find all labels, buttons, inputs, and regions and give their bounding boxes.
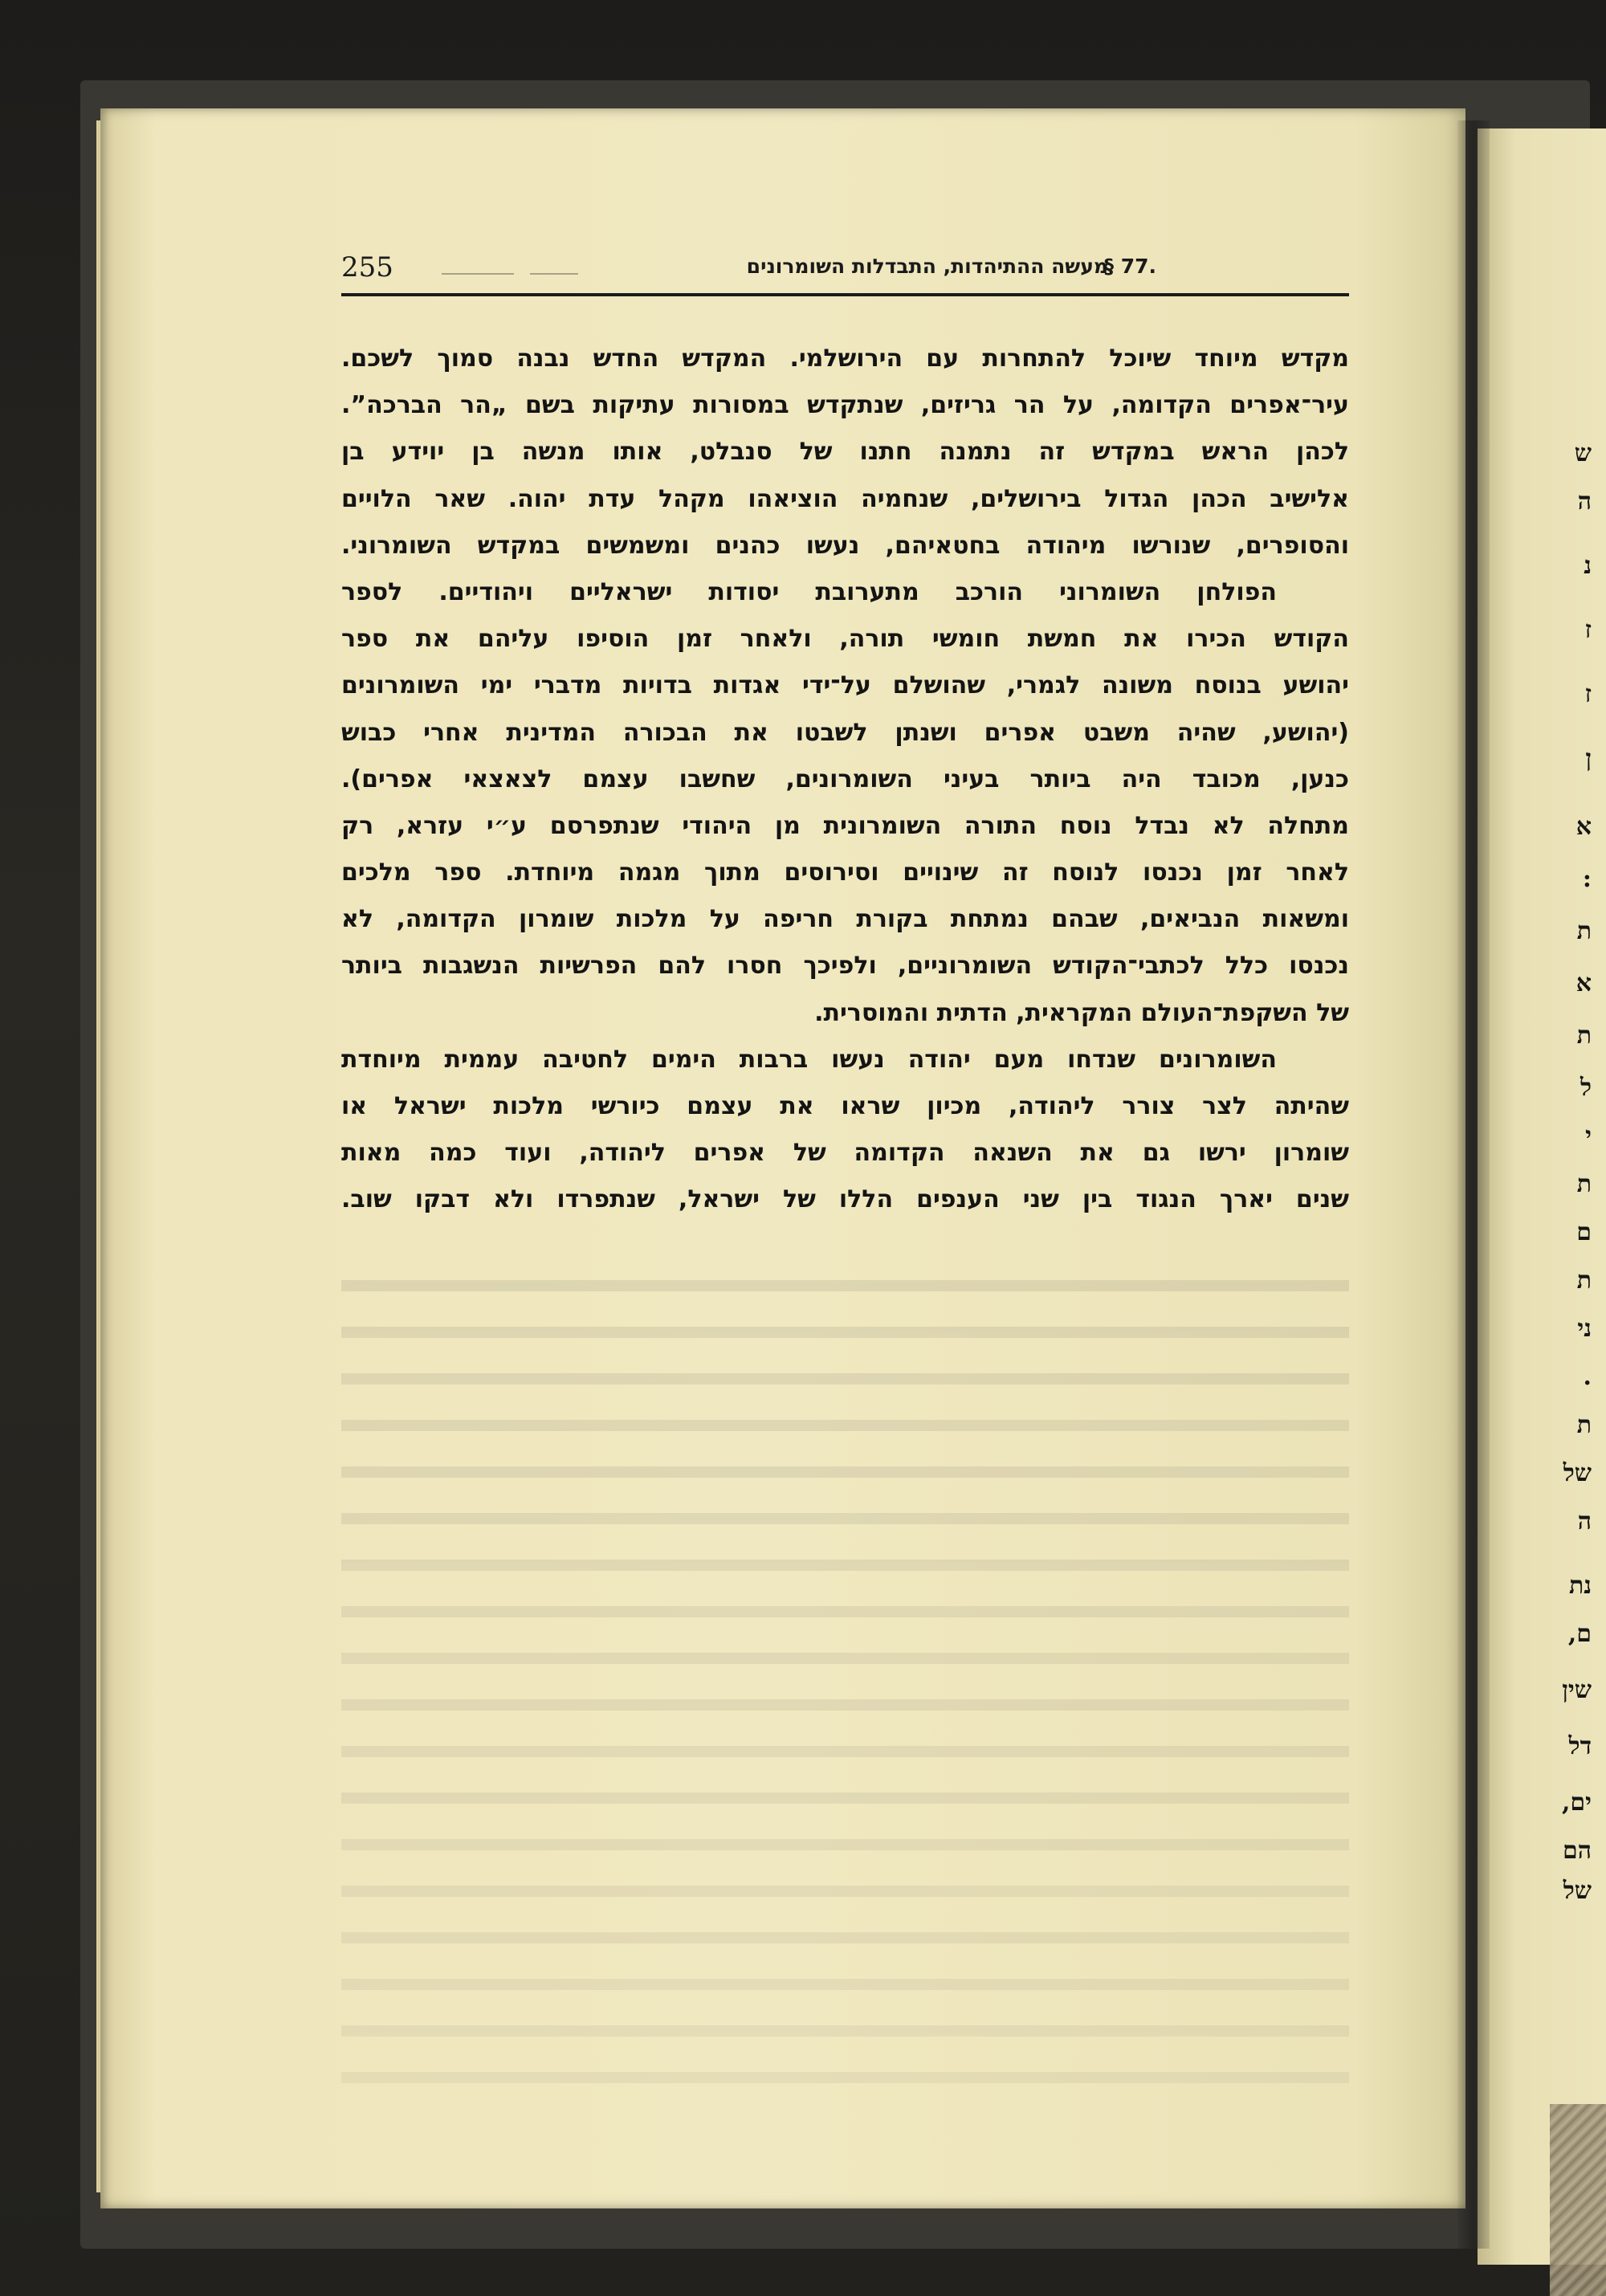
facing-page-fragment: ני	[1577, 1315, 1592, 1343]
text-line: יהושע בנוסח משונה לגמרי, שהושלם על־ידי אגדות בדויות מדברי ימי השומרונים	[341, 671, 1349, 700]
facing-page-fragment: ת	[1576, 1266, 1592, 1295]
text-line: נכנסו כלל לכתבי־הקודש השומרוניים, ולפיכך חסרו להם הפרשיות הנשגבות ביותר	[341, 952, 1349, 981]
bookmark-ribbon	[1550, 2104, 1606, 2296]
body-text	[341, 336, 1349, 1224]
facing-page-fragment: של	[1563, 1459, 1592, 1487]
text-line: לכהן הראש במקדש זה נתמנה חתנו של סנבלט, אותו מנשה בן יוידע בן	[341, 438, 1349, 467]
facing-page-fragment: ן	[1585, 744, 1592, 773]
text-line: ומשאות הנביאים, שבהם נמתחת בקורת חריפה על מלכות שומרון הקדומה, לא	[341, 905, 1349, 934]
facing-page-fragment: של	[1563, 1877, 1592, 1905]
text-line: (יהושע, שהיה משבט אפרים ושנתן לשבטו את הבכורה המדינית אחרי כבוש	[341, 718, 1349, 747]
facing-page-fragment: א	[1575, 813, 1592, 841]
text-line: אלישיב הכהן הגדול בירושלים, שנחמיה הוציאהו מקהל עדת יהוה. שאר הלויים	[341, 484, 1349, 513]
book-gutter	[1457, 120, 1490, 2249]
facing-page-fragment: הם	[1563, 1837, 1592, 1865]
facing-page-fragment: נ	[1584, 552, 1592, 580]
text-line: שהיתה לצר צורר ליהודה, מכיון שראו את עצמם כיורשי מלכות ישראל או	[341, 1092, 1349, 1120]
facing-page-fragment: ה	[1577, 1507, 1592, 1535]
page-number: 255	[341, 251, 393, 283]
facing-page-fragment: דל	[1568, 1732, 1592, 1760]
facing-page-fragment: נת	[1568, 1572, 1592, 1600]
text-line: והסופרים, שנורשו מיהודה בחטאיהם, נעשו כהנים ומשמשים במקדש השומרוני.	[341, 531, 1349, 560]
facing-page-fragment: שין	[1562, 1676, 1592, 1704]
facing-page-fragment: ת	[1576, 1022, 1592, 1050]
facing-page-fragment: .	[1583, 1363, 1592, 1391]
facing-page-fragment: ל	[1580, 1074, 1592, 1102]
facing-page-fragment: ים,	[1561, 1788, 1592, 1817]
header-faint-rule	[530, 273, 578, 275]
header-faint-rule	[442, 273, 514, 275]
text-line: עיר־אפרים הקדומה, על הר גריזים, שנתקדש במסורות עתיקות בשם „הר הברכה”.	[341, 391, 1349, 420]
text-line: שומרון ירשו גם את השנאה הקדומה של אפרים ליהודה, ועוד כמה מאות	[341, 1139, 1349, 1168]
text-line: מקדש מיוחד שיוכל להתחרות עם הירושלמי. המקדש החדש נבנה סמוך לשכם.	[341, 345, 1349, 373]
facing-page-fragment: ם,	[1567, 1620, 1592, 1648]
text-line: הפולחן השומרוני הורכב מתערובת יסודות ישראליים ויהודיים. לספר	[341, 577, 1277, 606]
facing-page-fragment: י	[1585, 1122, 1592, 1150]
section-mark: § 77.	[1103, 255, 1156, 278]
facing-page-fragment: ז	[1584, 680, 1592, 708]
facing-page-fragment: ם	[1576, 1218, 1592, 1246]
running-title: מעשה ההתיהדות, התבדלות השומרונים	[746, 255, 1108, 278]
facing-page-fragment: ת	[1576, 1411, 1592, 1439]
text-line: של השקפת־העולם המקראית, הדתית והמוסרית.	[814, 998, 1349, 1027]
facing-page-fragment: א	[1575, 969, 1592, 997]
facing-page-fragment: ת	[1576, 917, 1592, 945]
facing-page-fragment: :	[1582, 865, 1592, 893]
facing-page-fragment: ז	[1584, 616, 1592, 644]
text-line: הקודש הכירו את חמשת חומשי תורה, ולאחר זמן הוסיפו עליהם את ספר	[341, 625, 1349, 654]
facing-page-fragment: ה	[1577, 487, 1592, 516]
facing-page-fragment: ת	[1576, 1170, 1592, 1198]
page-header	[341, 245, 1349, 296]
text-line: מתחלה לא נבדל נוסח התורה השומרונית מן היהודי שנתפרסם ע״י עזרא, רק	[341, 811, 1349, 840]
show-through-bleed	[341, 1253, 1349, 2096]
text-line: כנען, מכובד היה ביותר בעיני השומרונים, שחשבו עצמם לצאצאי אפרים).	[341, 765, 1349, 793]
text-line: השומרונים שנדחו מעם יהודה נעשו ברבות הימים לחטיבה עממית מיוחדת	[341, 1045, 1277, 1074]
facing-page-fragment: ש	[1574, 439, 1592, 467]
facing-page	[1478, 128, 1606, 2265]
text-line: לאחר זמן נכנסו לנוסח זה שינויים וסירוסים מתוך מגמה מיוחדת. ספר מלכים	[341, 858, 1349, 887]
text-line: שנים יארך הנגוד בין שני הענפים הללו של ישראל, שנתפרדו ולא דבקו שוב.	[341, 1185, 1349, 1214]
